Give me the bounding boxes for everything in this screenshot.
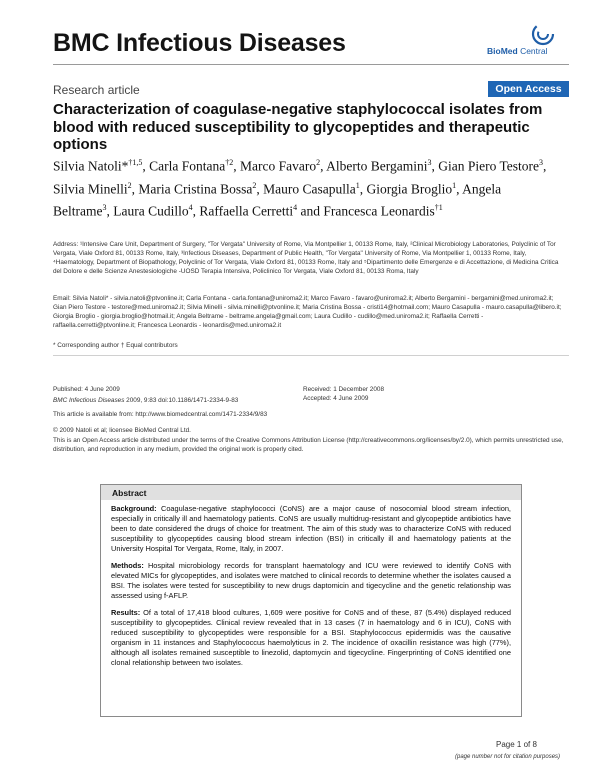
author-affiliation: 4: [188, 203, 193, 212]
author-affiliation: 4: [293, 203, 298, 212]
author-name: Raffaella Cerretti: [199, 203, 294, 219]
author-name: Francesca Leonardis: [323, 203, 435, 219]
author-name: Angela Beltrame: [53, 181, 502, 219]
author-name: Gian Piero Testore: [438, 158, 540, 174]
author-affiliation: †2: [225, 158, 234, 167]
author-name: Alberto Bergamini: [326, 158, 428, 174]
meta-rule: [53, 355, 569, 356]
publisher-central: Central: [517, 46, 548, 56]
page-number: Page 1 of 8: [496, 740, 537, 749]
author-name: Giorgia Broglio: [366, 181, 453, 196]
published-date: Published: 4 June 2009: [53, 386, 120, 393]
author-name: Mauro Casapulla: [263, 181, 356, 196]
article-title: Characterization of coagulase-negative staphylococcal isolates from blood with reduced susceptibility to glycopeptides and therapeutic options: [53, 101, 543, 153]
page-note: (page number not for citation purposes): [455, 754, 561, 760]
publisher-logo: [487, 22, 569, 60]
background-text: Coagulase-negative staphylococci (CoNS) are a major cause of nosocomial blood stream infection, especially in critically ill and haematology patients. CoNS are usually multidrug-resistant and glycopeptide antibiotics have been to date considered the drugs of choice for treatment. The aim of this study was to characterize CoNS with reduced susceptibility to glycopeptides causing blood stream infection (BSI) in critically ill and haematology patients at the University Hospital Tor Vergata, Rome, Italy, in 2007.: [111, 504, 511, 553]
author-affiliation: 1: [355, 180, 360, 190]
author-affiliation: 3: [102, 203, 107, 212]
author-affiliation: 3: [539, 158, 544, 167]
address-block: Address: ¹Intensive Care Unit, Department of Surgery, "Tor Vergata" University of Rome, Via Montpellier 1, 00133 Rome, Italy, ²Clinical Microbiology Laboratories, Polyclinic of Tor Vergata, Viale Oxford 81, 00133 Rome, Italy, ³Infectious Diseases, Department of Public Health, "Tor Vergata" University of Rome, Via Montpellier 1, 00133 Rome, Italy, ⁴Haematology, Department of Biopathology, Polyclinic of Tor Vergata, Viale Oxford 81, 00133 Rome, Italy and ⁵Dipartimento delle Emergenze e di Accettazione, di Medicina Critica del Dolore e delle Scienze Anestesiologiche -UOSD Terapia Intensiva, Policlinico Tor Vergata, Viale Oxford 81, 00133 Roma, Italy: [53, 241, 559, 275]
abstract-heading: Abstract: [112, 488, 147, 498]
author-name: Maria Cristina Bossa: [138, 181, 253, 196]
available-url: This article is available from: http://www.biomedcentral.com/1471-2334/9/83: [53, 411, 268, 418]
author-name: Silvia Minelli: [53, 181, 128, 196]
author-name: Laura Cudillo: [113, 203, 189, 219]
citation: [53, 396, 238, 405]
author-list: Silvia Natoli*$^{\dagger 1,5}$, Carla Fontana$^{\dagger 2}$, Marco Favaro$^2$, Alberto Bergamini$^3$, Gian Piero Testore$^3$, Silvia Minelli$^2$, Maria Cristina Bossa$^2$, Mauro Casapulla$^1$, Giorgia Broglio$^1$, Angela Beltrame$^3$, Laura Cudillo$^4$, Raffaella Cerretti$^4$ and Francesca Leonardis$^{\dagger 1}$: [53, 158, 547, 219]
author-affiliation: 1: [452, 180, 457, 190]
author-name: Marco Favaro: [239, 158, 317, 174]
methods-text: Hospital microbiology records for transplant haematology and ICU were reviewed to identify CoNS with elevated MICs for glycopeptides, and isolates were matched to clinical records to determine whether the isolates caused a BSI. The isolates were tested for susceptibility to new drugs daptomicin and tigecycline and the genetic relationship was assessed using f-AFLP.: [111, 561, 511, 600]
article-type: Research article: [53, 83, 140, 97]
author-affiliation: 2: [252, 180, 257, 190]
results-label: Results:: [111, 608, 141, 617]
author-name: Carla Fontana: [149, 158, 226, 174]
author-name: Silvia Natoli*: [53, 158, 129, 174]
results-text: Of a total of 17,418 blood cultures, 1,609 were positive for CoNS and of these, 87 (5.4%) displayed reduced susceptibility to glycopeptides. Clinical review revealed that in 13 cases (7 in haematology and 6 in ICU), CoNS with reduced susceptibility to glycopeptides were responsible for a BSI. Staphylococcus epidermidis was the causative organism in 11 instances and Staphylococcus haemolyticus in 2. The incidence of oxacillin resistance was high (77%), although all isolates remained susceptible to linezolid, daptomycin and tigecycline. Fingerprinting of CoNS identified one clonal relationship between two isolates.: [111, 608, 511, 667]
author-and: and: [297, 203, 321, 219]
header-rule: [53, 64, 569, 65]
abstract-body: [111, 504, 511, 675]
citation-details: 2009, 9:83 doi:10.1186/1471-2334-9-83: [124, 397, 239, 404]
methods-label: Methods:: [111, 561, 144, 570]
abstract-methods: [111, 561, 511, 601]
received-date: Received: 1 December 2008: [303, 386, 384, 393]
author-affiliation: †1,5: [128, 158, 143, 167]
copyright-line: © 2009 Natoli et al; licensee BioMed Central Ltd.: [53, 427, 191, 434]
abstract-header: [101, 485, 521, 500]
footnotes: * Corresponding author † Equal contributors: [53, 342, 178, 349]
citation-journal: BMC Infectious Diseases: [53, 397, 125, 404]
background-label: Background:: [111, 504, 157, 513]
biomed-swirl-icon: [531, 22, 555, 46]
email-block: Email: Silvia Natoli* - silvia.natoli@ptvonline.it; Carla Fontana - carla.fontana@uniroma2.it; Marco Favaro - favaro@uniroma2.it; Alberto Bergamini - bergamini@med.uniroma2.it; Gian Piero Testore - testore@med.uniroma2.it; Silvia Minelli - silvia.minelli@ptvonline.it; Maria Cristina Bossa - cristi14@hotmail.com; Mauro Casapulla - mauro.casapulla@libero.it; Giorgia Broglio - giorgia.broglio@hotmail.it; Angela Beltrame - beltrame.angela@gmail.com; Laura Cudillo - cudillo@med.uniroma2.it; Raffaella Cerretti - raffaella.cerretti@ptvonline.it; Francesca Leonardis - leonardis@med.uniroma2.it: [53, 295, 562, 329]
author-affiliation: 2: [127, 180, 132, 190]
accepted-date: Accepted: 4 June 2009: [303, 395, 369, 402]
license-text: This is an Open Access article distributed under the terms of the Creative Commons Attribution License (http://creativecommons.org/licenses/by/2.0), which permits unrestricted use, distribution, and reproduction in any medium, provided the original work is properly cited.: [53, 437, 564, 453]
journal-title: BMC Infectious Diseases: [53, 29, 346, 57]
author-affiliation: 3: [427, 158, 432, 167]
abstract-background: [111, 504, 511, 554]
publisher-bio: BioMed: [487, 46, 518, 56]
author-affiliation: 2: [316, 158, 321, 167]
abstract-box: [100, 484, 522, 717]
open-access-badge: Open Access: [488, 81, 569, 97]
author-affiliation: †1: [434, 203, 443, 212]
abstract-results: [111, 608, 511, 668]
